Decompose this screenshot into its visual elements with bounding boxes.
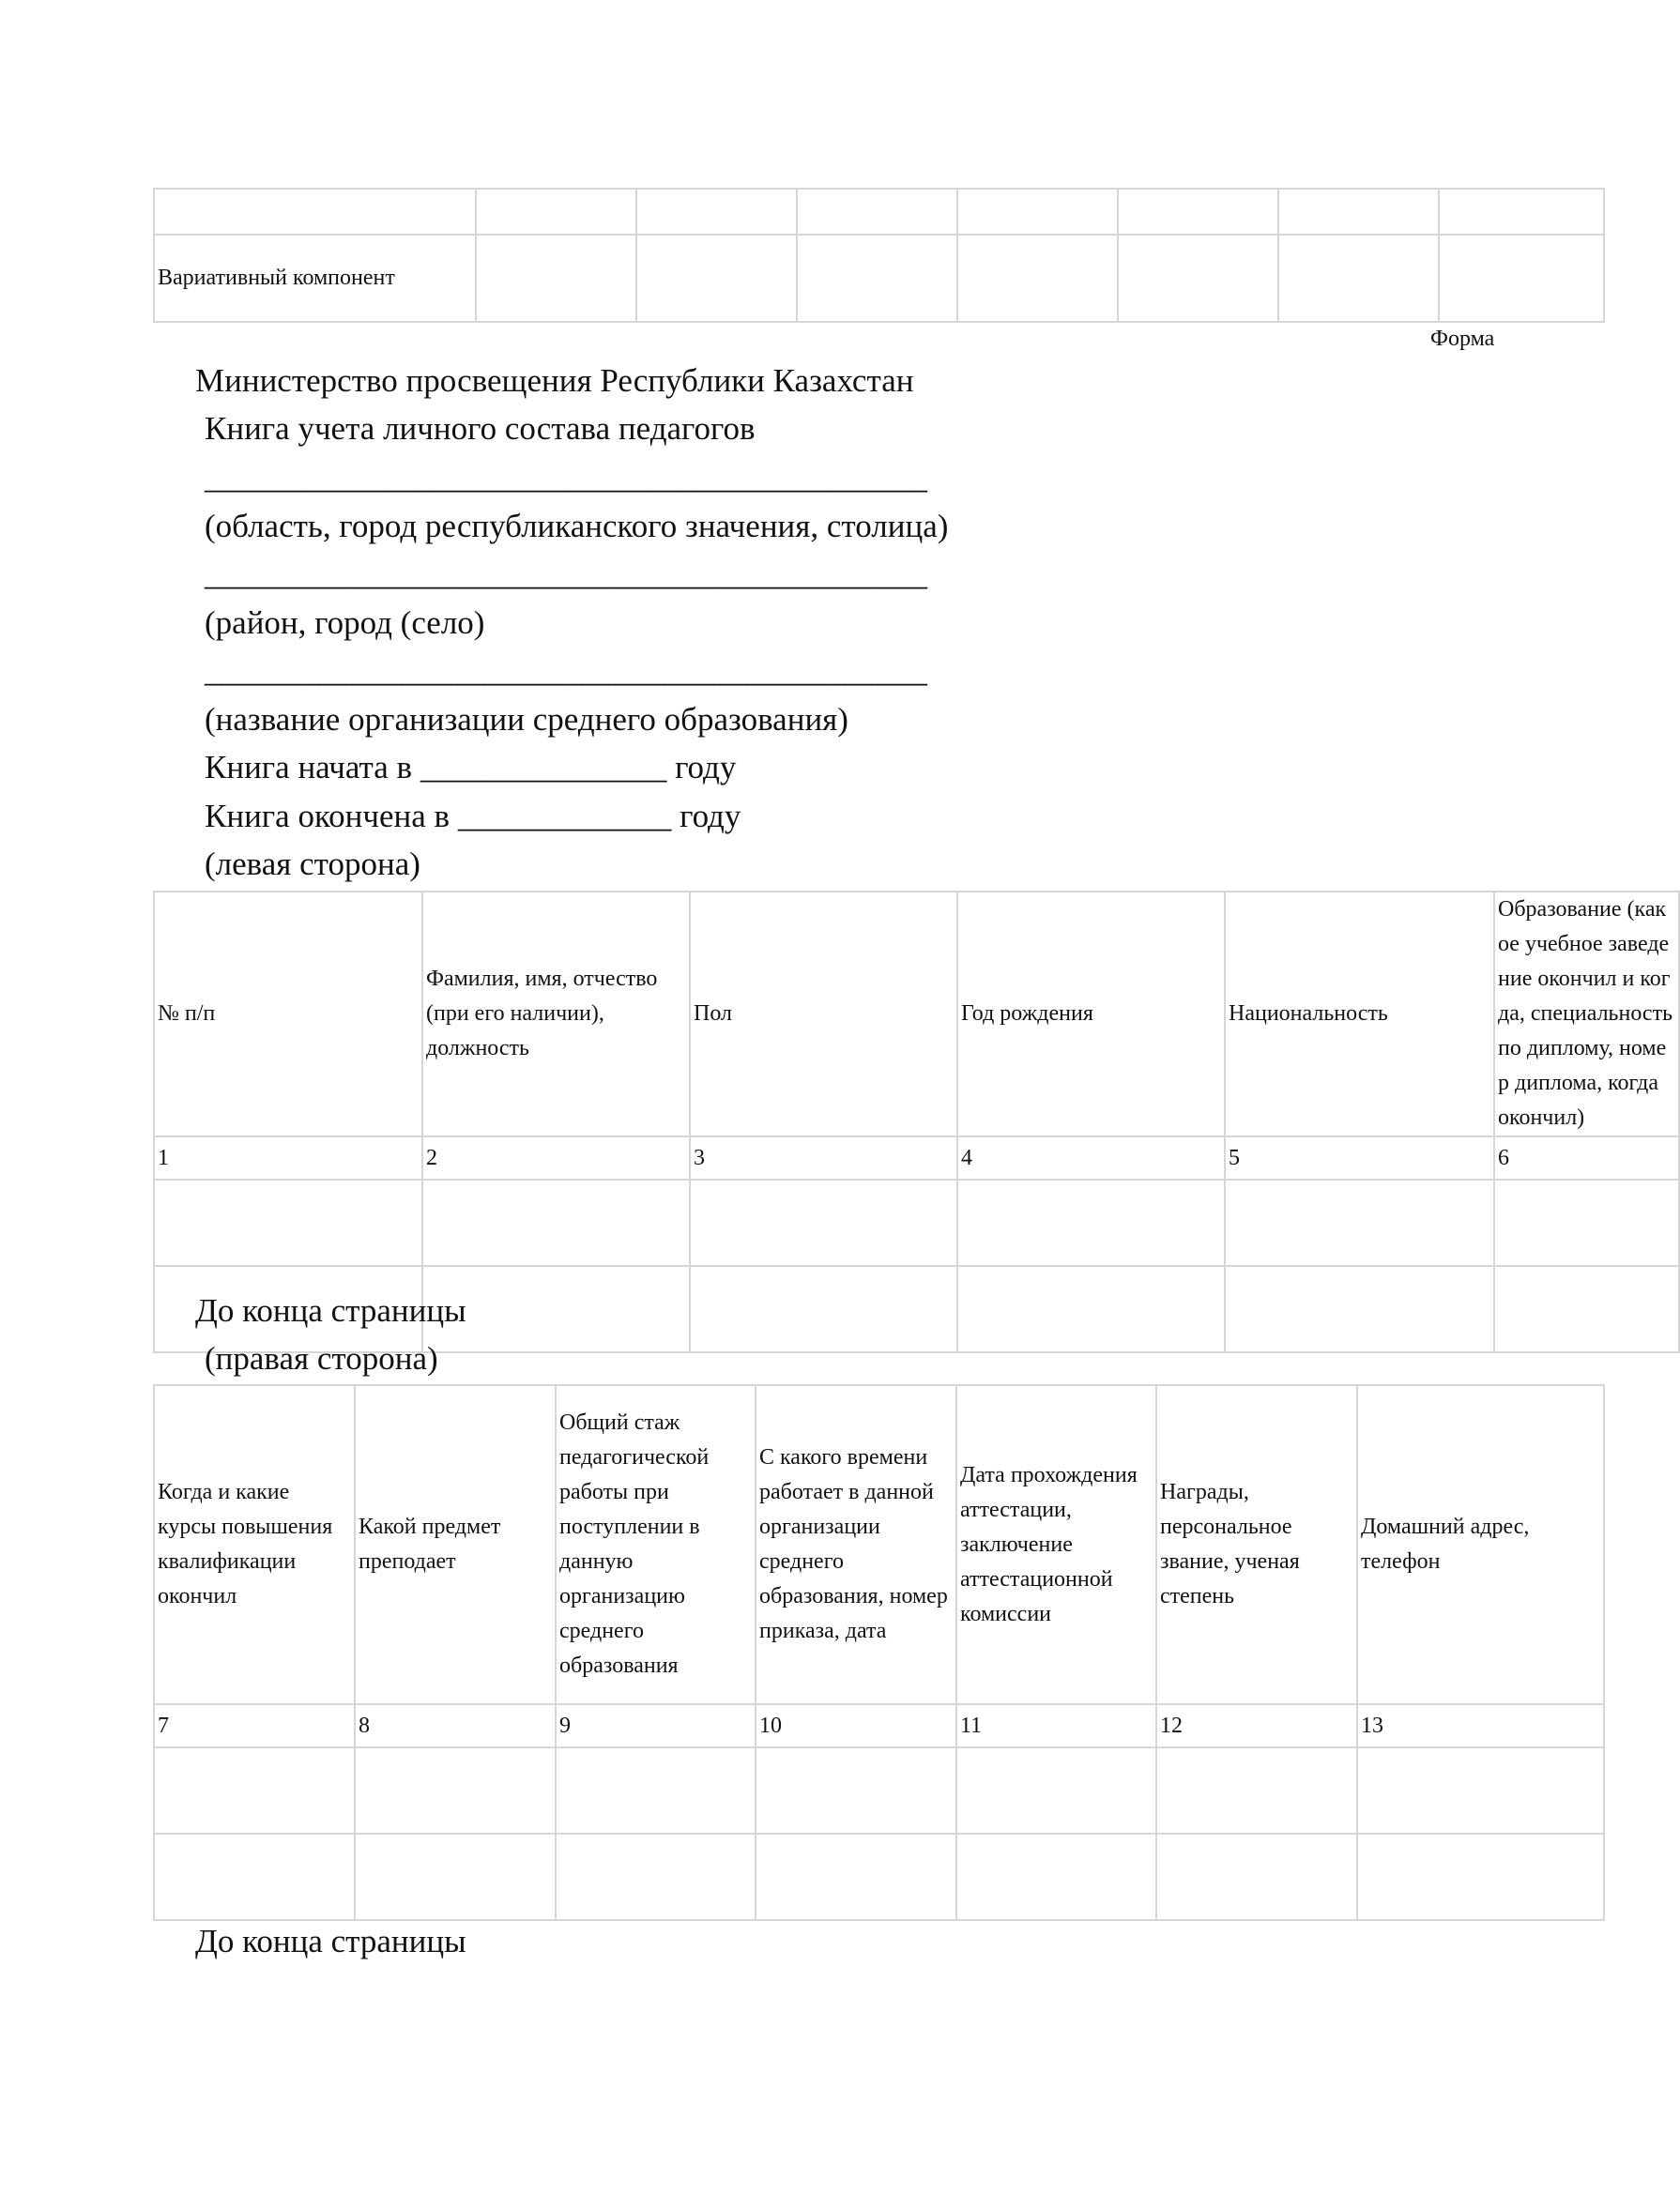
column-number-9: 9 <box>556 1704 756 1747</box>
header-number: № п/п <box>154 892 422 1136</box>
column-number-3: 3 <box>690 1136 957 1180</box>
column-number-10: 10 <box>756 1704 956 1747</box>
right-page-end-note: До конца страницы <box>195 1923 466 1959</box>
blank-line-organization: ____________________________________________ <box>205 652 927 689</box>
header-birth-year: Год рождения <box>957 892 1225 1136</box>
ministry-title: Министерство просвещения Республики Казахстан <box>195 362 914 399</box>
blank-line-region: ____________________________________________ <box>205 459 927 495</box>
header-awards: Награды, персональное звание, ученая степень <box>1156 1385 1357 1704</box>
header-education: Образование (какое учебное заведение окончил и когда, специальность по диплому, номер диплома, когда окончил) <box>1494 892 1679 1136</box>
header-courses: Когда и какие курсы повышения квалификации окончил <box>154 1385 355 1704</box>
district-caption: (район, город (село) <box>205 604 485 641</box>
header-nationality: Национальность <box>1225 892 1494 1136</box>
book-started: Книга начата в _______________ году <box>205 749 737 785</box>
header-full-name: Фамилия, имя, отчество (при его наличии), должность <box>422 892 690 1136</box>
book-title: Книга учета личного состава педагогов <box>205 410 756 447</box>
header-experience: Общий стаж педагогической работы при поступлении в данную организацию среднего образования <box>556 1385 756 1704</box>
right-side-table <box>153 1384 1605 1921</box>
column-number-4: 4 <box>957 1136 1225 1180</box>
blank-line-district: ____________________________________________ <box>205 556 927 592</box>
book-finished: Книга окончена в _____________ году <box>205 798 741 834</box>
column-number-11: 11 <box>956 1704 1156 1747</box>
column-number-8: 8 <box>355 1704 556 1747</box>
right-side-label: (правая сторона) <box>205 1340 438 1377</box>
column-number-7: 7 <box>154 1704 355 1747</box>
column-number-13: 13 <box>1357 1704 1604 1747</box>
column-number-2: 2 <box>422 1136 690 1180</box>
column-number-12: 12 <box>1156 1704 1357 1747</box>
header-attestation: Дата прохождения аттестации, заключение аттестационной комиссии <box>956 1385 1156 1704</box>
header-subject: Какой предмет преподает <box>355 1385 556 1704</box>
header-address: Домашний адрес, телефон <box>1357 1385 1604 1704</box>
table-row <box>154 1834 1604 1920</box>
table-row <box>154 1747 1604 1834</box>
left-page-end-note: До конца страницы <box>195 1292 466 1329</box>
header-employment-start: С какого времени работает в данной организации среднего образования, номер приказа, дата <box>756 1385 956 1704</box>
form-label: Форма <box>1430 327 1495 351</box>
top-table-row2-label: Вариативный компонент <box>154 235 476 322</box>
column-number-6: 6 <box>1494 1136 1679 1180</box>
region-caption: (область, город республиканского значения, столица) <box>205 508 949 544</box>
top-table <box>153 188 1605 323</box>
column-number-1: 1 <box>154 1136 422 1180</box>
header-gender: Пол <box>690 892 957 1136</box>
left-side-table <box>153 891 1680 1353</box>
table-row <box>154 1180 1679 1266</box>
left-side-label: (левая сторона) <box>205 846 420 882</box>
organization-caption: (название организации среднего образования) <box>205 701 848 738</box>
top-table-row1-label <box>154 189 476 235</box>
column-number-5: 5 <box>1225 1136 1494 1180</box>
